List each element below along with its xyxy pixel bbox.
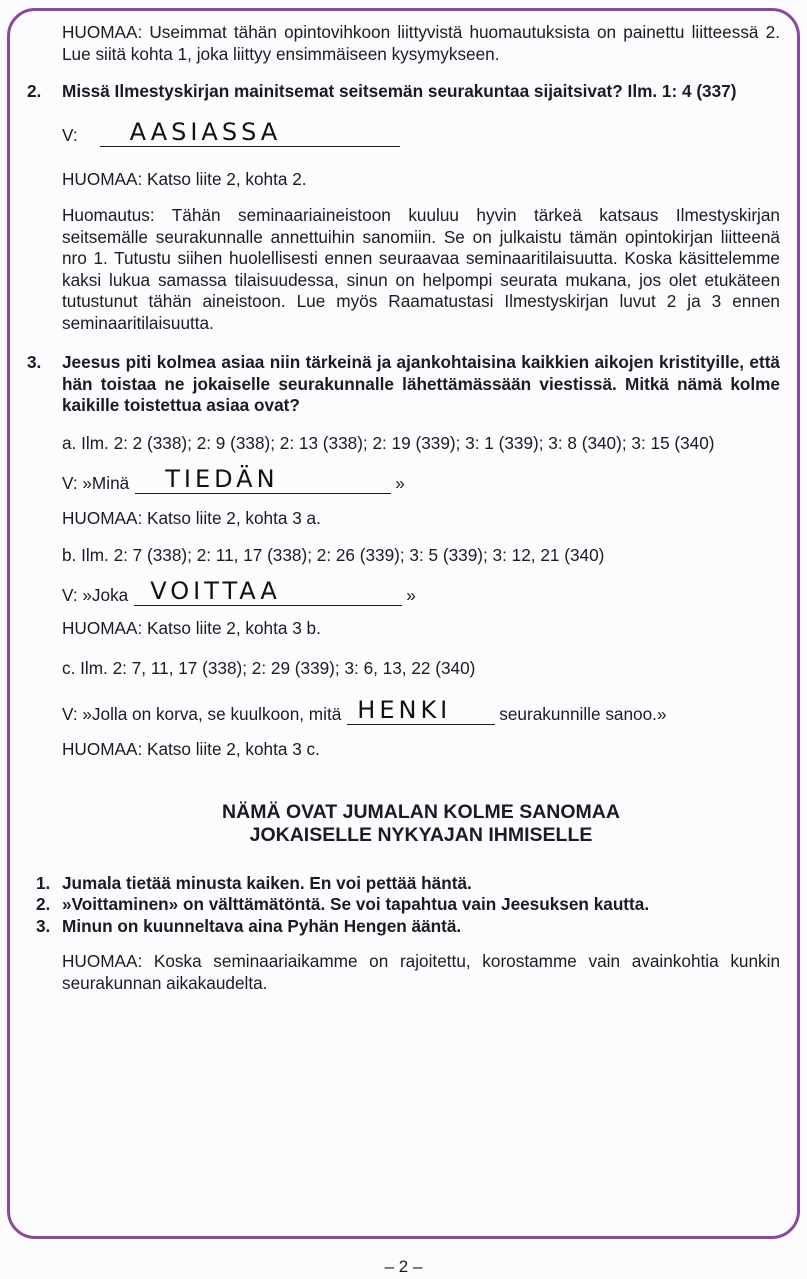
question-text: Missä Ilmestyskirjan mainitsemat seitsemän seurakuntaa sijaitsivat? Ilm. 1: 4 (337): [62, 81, 737, 101]
answer-line-c: [62, 691, 780, 725]
item-text: »Voittaminen» on välttämätöntä. Se voi tapahtua vain Jeesuksen kautta.: [62, 894, 650, 914]
question-number: 2.: [27, 81, 42, 101]
handwritten-answer: VOITTAA: [134, 578, 402, 606]
answer-suffix: »: [406, 584, 416, 605]
answer-prefix: V:: [62, 125, 78, 145]
page-content: [27, 22, 780, 994]
handwritten-answer: TIEDÄN: [135, 466, 391, 494]
heading-line-1: NÄMÄ OVAT JUMALAN KOLME SANOMAA: [222, 800, 620, 823]
answer-line-q2: [62, 113, 780, 147]
answer-suffix: »: [395, 472, 405, 493]
handwritten-answer: HENKI: [347, 697, 495, 725]
handwritten-answer: AASIASSA: [100, 119, 400, 147]
answer-prefix: V: »Jolla on korva, se kuulkoon, mitä: [62, 703, 342, 724]
answer-line-b: [62, 572, 780, 606]
question-number: 3.: [27, 352, 42, 372]
messages-list: [36, 872, 780, 938]
note-q2: HUOMAA: Katso liite 2, kohta 2.: [62, 168, 307, 189]
item-text: Minun on kuunneltava aina Pyhän Hengen ääntä.: [62, 915, 462, 936]
note-a: HUOMAA: Katso liite 2, kohta 3 a.: [62, 508, 321, 528]
answer-suffix: seurakunnille sanoo.»: [499, 703, 667, 724]
item-text: Jumala tietää minusta kaiken. En voi pettää häntä.: [62, 872, 472, 893]
intro-note: HUOMAA: Useimmat tähän opintovihkoon liittyvistä huomautuksista on painettu liitteessä 2. Lue siitä kohta 1, joka liittyy ensimmäiseen kysymykseen.: [62, 22, 780, 64]
final-note: HUOMAA: Koska seminaariaikamme on rajoitettu, korostamme vain avainkohtia kunkin seurakunnan aikakaudelta.: [62, 951, 780, 993]
list-item: [36, 894, 780, 916]
question-text: Jeesus piti kolmea asiaa niin tärkeinä ja ajankohtaisina kaikkien aikojen kristityille, että hän toistaa ne jokaiselle seurakunnalle lähettämässään viestissä. Mitkä nämä kolme kaikille toistettua asiaa ovat?: [62, 352, 780, 415]
page-number: – 2 –: [384, 1257, 423, 1276]
question-3: [27, 352, 780, 417]
list-item: [36, 915, 780, 938]
reference-b: b. Ilm. 2: 7 (338); 2: 11, 17 (338); 2: 26 (339); 3: 5 (339); 3: 12, 21 (340): [62, 544, 605, 565]
section-heading: [62, 801, 780, 847]
list-item: [36, 872, 780, 895]
heading-line-2: JOKAISELLE NYKYAJAN IHMISELLE: [249, 823, 593, 846]
reference-a: a. Ilm. 2: 2 (338); 2: 9 (338); 2: 13 (338); 2: 19 (339); 3: 1 (339); 3: 8 (340); 3: 15 (340): [62, 432, 715, 453]
remark: Huomautus: Tähän seminaariaineistoon kuuluu hyvin tärkeä katsaus Ilmestyskirjan seitsemälle seurakunnalle annettuihin sanomiin. Se on julkaistu tämän opintokirjan liitteenä nro 1. Tutustu siihen huolellisesti ennen seuraavaa seminaaritilaisuutta. Koska käsittelemme kaksi lukua samassa tilaisuudessa, sinun on helpompi seurata mukana, jos olet etukäteen tutustunut tähän aineistoon. Lue myös Raamatustasi Ilmestyskirjan luvut 2 ja 3 ennen seminaaritilaisuutta.: [62, 205, 780, 333]
reference-c: c. Ilm. 2: 7, 11, 17 (338); 2: 29 (339); 3: 6, 13, 22 (340): [62, 657, 476, 678]
answer-line-a: [62, 460, 780, 494]
item-number: 2.: [36, 894, 51, 914]
answer-prefix: V: »Minä: [62, 472, 130, 493]
note-c: HUOMAA: Katso liite 2, kohta 3 c.: [62, 739, 320, 759]
note-b: HUOMAA: Katso liite 2, kohta 3 b.: [62, 618, 321, 638]
item-number: 3.: [36, 915, 51, 936]
question-2: [27, 81, 780, 103]
answer-prefix: V: »Joka: [62, 584, 129, 605]
item-number: 1.: [36, 872, 51, 893]
